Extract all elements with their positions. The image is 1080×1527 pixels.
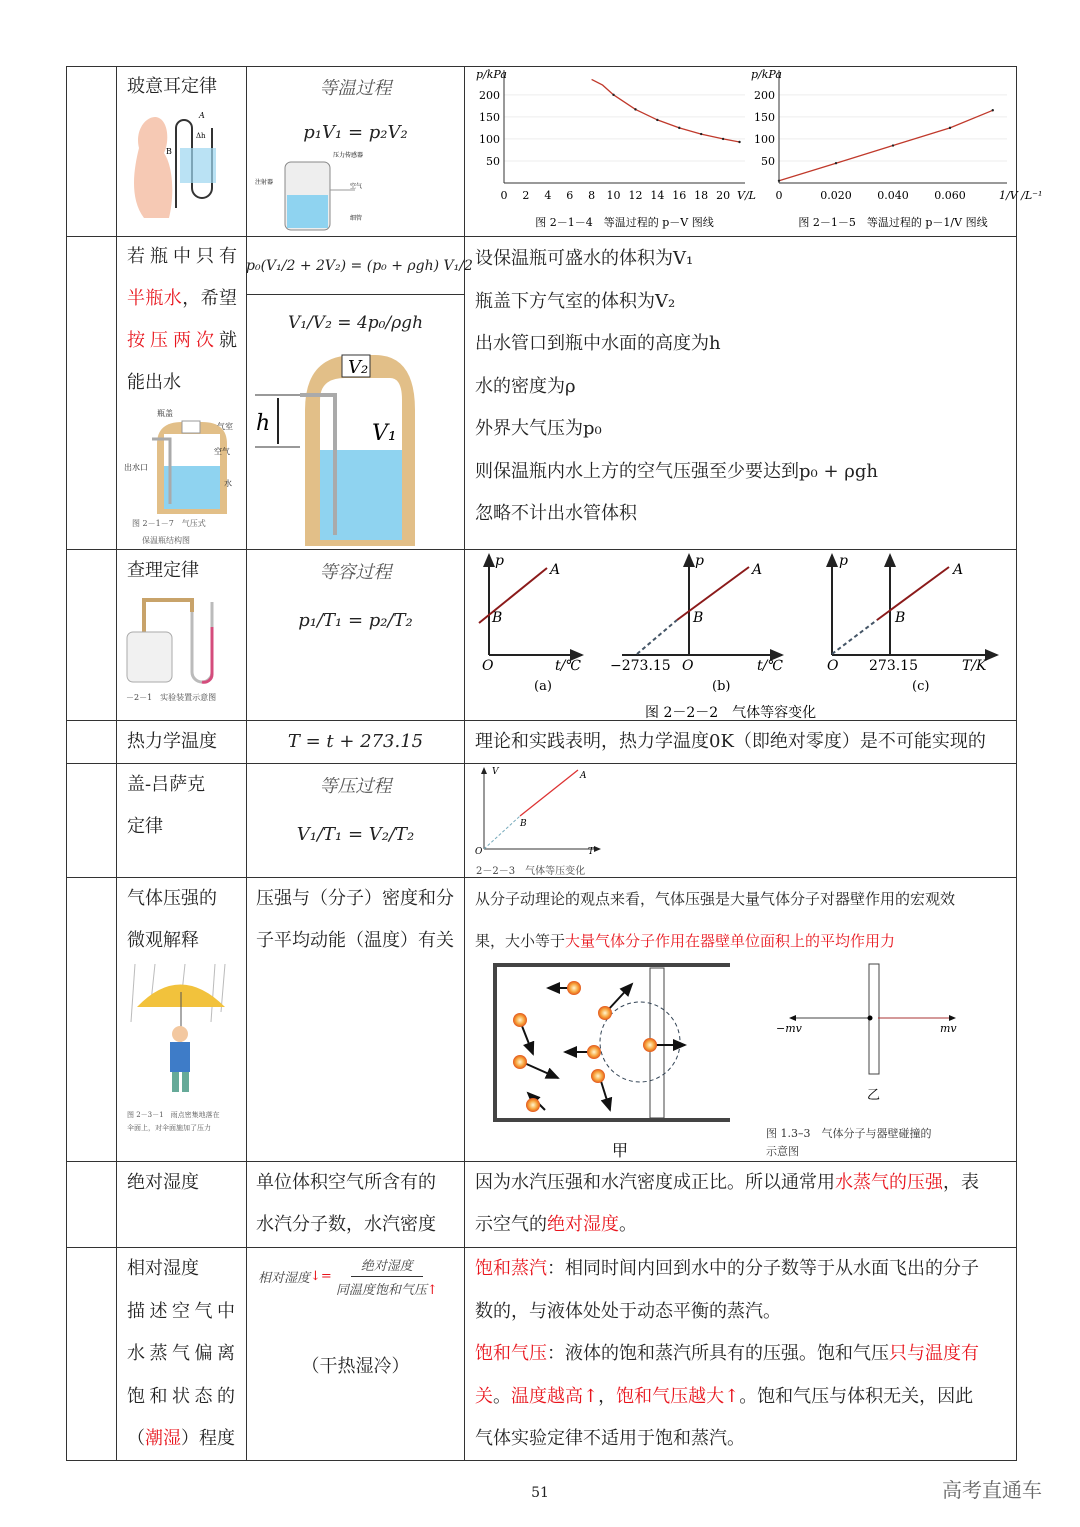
isochoric-graphs <box>467 550 1017 720</box>
svg-text:p: p <box>695 553 704 569</box>
definition-text: 单位体积空气所含有的 水汽分子数，水汽密度 <box>256 1172 436 1235</box>
formula: T = t + 273.15 <box>287 731 424 752</box>
formula: p₁V₁ = p₂V₂ <box>303 122 408 143</box>
svg-text:T: T <box>588 847 595 857</box>
formula-title: 等容过程 <box>319 562 392 583</box>
svg-text:h: h <box>256 411 271 436</box>
svg-text:水: 水 <box>224 479 232 488</box>
x-axis-label: 1/V /L⁻¹ <box>999 189 1043 202</box>
svg-text:t/℃: t/℃ <box>555 658 582 674</box>
svg-text:p: p <box>495 553 504 569</box>
svg-text:示意图: 示意图 <box>766 1145 799 1158</box>
p-v-chart <box>470 66 756 234</box>
data-point <box>835 162 837 164</box>
y-tick-label: 200 <box>479 88 500 102</box>
x-tick-label: 0 <box>775 189 783 202</box>
svg-text:细管: 细管 <box>350 215 363 222</box>
x-tick-label: 2 <box>522 189 530 202</box>
x-tick-label: 18 <box>694 189 709 202</box>
law-name: 热力学温度 <box>127 731 217 752</box>
svg-text:图 2－1－7 气压式: 图 2－1－7 气压式 <box>132 519 206 528</box>
graph-a <box>479 553 582 694</box>
law-name: 气体压强的 微观解释 <box>127 888 217 951</box>
mnemonic-note: （干热湿冷） <box>301 1356 410 1377</box>
svg-text:A: A <box>752 562 763 578</box>
svg-text:273.15: 273.15 <box>869 658 918 674</box>
svg-text:图 2－3－1 雨点密集地落在: 图 2－3－1 雨点密集地落在 <box>127 1111 220 1119</box>
data-point <box>678 127 680 129</box>
y-tick-label: 150 <box>479 110 500 124</box>
svg-text:A: A <box>580 771 587 781</box>
x-tick-label: 20 <box>716 189 731 202</box>
x-tick-label: 0.060 <box>934 189 966 202</box>
svg-text:(b): (b) <box>712 679 731 694</box>
y-axis-label: p/kPa <box>476 68 507 81</box>
thermos-structure-illustration <box>122 404 242 549</box>
svg-text:压力传感器: 压力传感器 <box>333 152 364 159</box>
svg-text:(c): (c) <box>912 679 930 694</box>
svg-text:Δh: Δh <box>196 132 206 140</box>
graph-b <box>610 553 783 694</box>
y-tick-label: 50 <box>761 154 775 168</box>
data-point <box>992 109 994 111</box>
svg-text:空气: 空气 <box>214 447 230 456</box>
watermark: 高考直通车 <box>942 1478 1042 1502</box>
variable-definitions: 设保温瓶可盛水的体积为V₁ 瓶盖下方气室的体积为V₂ 出水管口到瓶中水面的高度为h 水的密度为ρ 外界大气压为p₀ 则保温瓶内水上方的空气压强至少要达到p₀ + ρgh 忽略不计出水管体积 <box>475 248 878 524</box>
x-axis-label: V/L <box>737 189 756 202</box>
law-name: 查理定律 <box>127 560 199 581</box>
data-point <box>722 138 724 140</box>
chart-caption: 图 2－1－5 等温过程的 p－1/V 图线 <box>798 216 988 229</box>
law-name: 相对湿度 描述空气中 水蒸气偏离 饱和状态的 （潮湿）程度 <box>127 1258 235 1449</box>
svg-text:t/℃: t/℃ <box>757 658 784 674</box>
svg-text:伞面上，对伞面施加了压力: 伞面上，对伞面施加了压力 <box>127 1124 211 1132</box>
svg-text:图 1.3–3 气体分子与器壁碰撞的: 图 1.3–3 气体分子与器壁碰撞的 <box>766 1127 932 1140</box>
data-point <box>634 108 636 110</box>
svg-text:V₂: V₂ <box>348 357 369 378</box>
figure-caption: 图 2－2－2 气体等容变化 <box>645 705 817 721</box>
x-tick-label: 16 <box>672 189 687 202</box>
svg-text:V: V <box>492 767 499 777</box>
svg-text:注射器: 注射器 <box>255 179 274 186</box>
svg-text:B: B <box>520 819 527 829</box>
x-tick-label: 12 <box>628 189 643 202</box>
svg-text:甲: 甲 <box>612 1141 629 1160</box>
x-tick-label: 4 <box>544 189 552 202</box>
page-number: 51 <box>531 1485 549 1501</box>
x-tick-label: 10 <box>606 189 621 202</box>
data-point <box>778 180 780 182</box>
svg-text:O: O <box>827 658 839 674</box>
y-tick-label: 100 <box>754 132 775 146</box>
svg-text:mv: mv <box>940 1022 957 1035</box>
svg-text:−273.15: −273.15 <box>610 658 671 674</box>
isobaric-graph <box>470 764 620 877</box>
relative-humidity-formula: 相对湿度 ↓= 绝对湿度 同温度饱和气压↑ <box>258 1255 438 1298</box>
svg-text:O: O <box>482 658 494 674</box>
pressure-explanation: 从分子动理论的观点来看，气体压强是大量气体分子对器壁作用的宏观效 果，大小等于大量气体分子作用在器壁单位面积上的平均作用力 <box>475 890 956 950</box>
formula-title: 等温过程 <box>319 78 392 99</box>
molecule-collision-diagram <box>490 960 1010 1160</box>
y-tick-label: 200 <box>754 88 775 102</box>
charles-apparatus-illustration <box>122 592 242 707</box>
svg-text:气室: 气室 <box>217 422 233 431</box>
svg-text:B: B <box>693 610 704 626</box>
svg-text:V₁: V₁ <box>372 421 397 446</box>
row-divider <box>246 294 465 295</box>
law-name: 绝对湿度 <box>127 1172 199 1193</box>
data-line <box>779 110 993 181</box>
pressure-factors-text: 压强与（分子）密度和分 子平均动能（温度）有关 <box>256 888 454 951</box>
note-text: 理论和实践表明，热力学温度0K（即绝对零度）是不可能实现的 <box>475 731 986 752</box>
x-tick-label: 6 <box>566 189 574 202</box>
svg-text:p: p <box>839 553 848 569</box>
p-inverse-v-chart <box>745 66 1043 234</box>
formula-title: 等压过程 <box>319 776 392 797</box>
svg-text:保温瓶结构图: 保温瓶结构图 <box>142 536 190 545</box>
y-tick-label: 100 <box>479 132 500 146</box>
scenario-text: 若瓶中只有 半瓶水，希望 按压两次就 能出水 <box>127 246 238 393</box>
chart-caption: 图 2－1－4 等温过程的 p－V 图线 <box>535 216 714 229</box>
molecules <box>513 981 657 1112</box>
svg-text:B: B <box>492 610 503 626</box>
svg-text:A: A <box>953 562 964 578</box>
saturation-explanation: 饱和蒸汽：相同时间内回到水中的分子数等于从水面飞出的分子 数的，与液体处处于动态平衡的蒸汽。 饱和气压：液体的饱和蒸汽所具有的压强。饱和气压只与温度有 关。温度越高↑，饱和气压越大↑。饱和气压与体积无关，因此 气体实验定律不适用于饱和蒸汽。 <box>475 1258 979 1449</box>
syringe-apparatus-illustration <box>255 150 375 234</box>
svg-text:乙: 乙 <box>867 1088 881 1103</box>
svg-text:O: O <box>682 658 694 674</box>
svg-text:T/K: T/K <box>962 658 987 674</box>
y-tick-label: 50 <box>486 154 500 168</box>
svg-text:B: B <box>166 147 172 156</box>
data-point <box>949 127 951 129</box>
y-axis-label: p/kPa <box>751 68 782 81</box>
svg-text:(a): (a) <box>534 679 552 694</box>
svg-text:瓶盖: 瓶盖 <box>157 409 173 418</box>
x-tick-label: 0.020 <box>820 189 852 202</box>
x-tick-label: 0 <box>500 189 508 202</box>
data-point <box>700 133 702 135</box>
equation-1: p₀(V₁/2 + 2V₂) = (p₀ + ρgh) V₁/2 <box>246 258 473 274</box>
equation-2: V₁/V₂ = 4p₀/ρgh <box>287 313 424 333</box>
svg-text:2－2－3 气体等压变化: 2－2－3 气体等压变化 <box>476 866 586 877</box>
data-point <box>892 144 894 146</box>
umbrella-rain-illustration <box>125 962 235 1137</box>
y-tick-label: 150 <box>754 110 775 124</box>
data-point <box>656 119 658 121</box>
svg-text:空气: 空气 <box>350 183 363 190</box>
thermos-diagram <box>250 350 460 546</box>
data-line <box>592 79 740 142</box>
data-point <box>612 94 614 96</box>
formula: p₁/T₁ = p₂/T₂ <box>298 610 413 631</box>
graph-c <box>827 553 997 694</box>
x-tick-label: 14 <box>650 189 665 202</box>
svg-text:出水口: 出水口 <box>124 463 148 472</box>
svg-text:A: A <box>550 562 561 578</box>
law-name: 盖-吕萨克 定律 <box>127 774 206 837</box>
svg-text:−mv: −mv <box>776 1022 802 1035</box>
absolute-humidity-explanation: 因为水汽压强和水汽密度成正比。所以通常用水蒸气的压强，表 示空气的绝对湿度。 <box>475 1172 979 1235</box>
x-tick-label: 8 <box>588 189 596 202</box>
data-point <box>738 141 740 143</box>
svg-text:－2－1 实验装置示意图: －2－1 实验装置示意图 <box>126 693 217 702</box>
svg-text:A: A <box>199 111 205 120</box>
formula: V₁/T₁ = V₂/T₂ <box>296 824 415 845</box>
boyle-tube-illustration <box>124 108 224 220</box>
law-name: 玻意耳定律 <box>127 76 217 97</box>
svg-text:B: B <box>895 610 906 626</box>
x-tick-label: 0.040 <box>877 189 909 202</box>
svg-text:O: O <box>475 847 483 857</box>
